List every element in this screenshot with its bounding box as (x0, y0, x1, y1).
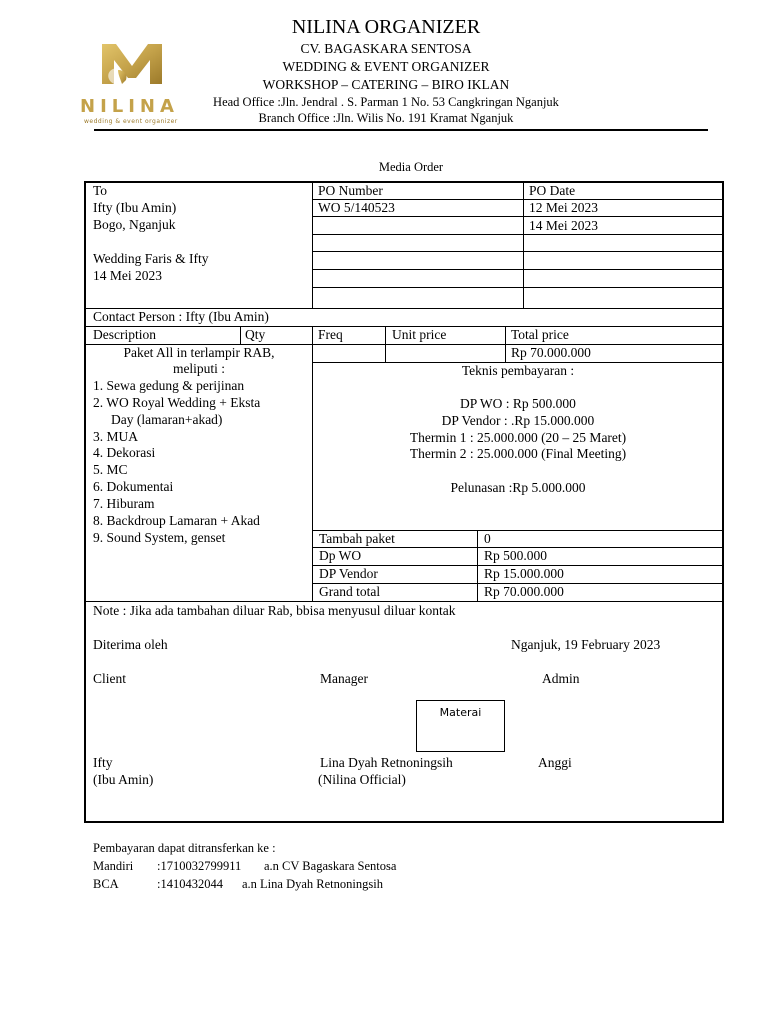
total-price-value: Rp 70.000.000 (511, 345, 591, 360)
list-item: 3. MUA (93, 429, 139, 444)
stamp-label: Materai (439, 706, 482, 719)
payment-termin-1: Thermin 1 : 25.000.000 (20 – 25 Maret) (409, 430, 627, 445)
grid-line (312, 234, 723, 235)
column-freq: Freq (318, 327, 343, 342)
description-intro-2: meliputi : (172, 361, 226, 376)
summary-label: Dp WO (319, 548, 362, 563)
grid-line (240, 326, 241, 344)
po-date-value-2: 14 Mei 2023 (529, 218, 598, 233)
list-item: 9. Sound System, genset (93, 530, 226, 545)
po-date-value: 12 Mei 2023 (529, 200, 598, 215)
list-item: 5. MC (93, 462, 128, 477)
po-date-label: PO Date (529, 183, 576, 198)
head-office-address: Head Office :Jln. Jendral . S. Parman 1 No. 53 Cangkringan Nganjuk (213, 95, 559, 109)
description-intro: Paket All in terlampir RAB, (123, 345, 275, 360)
grid-line (505, 326, 506, 362)
header-divider (94, 129, 708, 131)
po-number-label: PO Number (318, 183, 383, 198)
company-name: NILINA ORGANIZER (291, 16, 481, 38)
grid-line (385, 326, 386, 362)
payment-pelunasan: Pelunasan :Rp 5.000.000 (450, 480, 586, 495)
manager-name: Lina Dyah Retnoningsih (320, 755, 453, 770)
bank-intro: Pembayaran dapat ditransferkan ke : (93, 841, 276, 855)
list-item: 8. Backdroup Lamaran + Akad (93, 513, 260, 528)
payment-title: Teknis pembayaran : (461, 363, 575, 378)
event-date: 14 Mei 2023 (93, 268, 162, 283)
grid-line (312, 287, 723, 288)
grid-line (477, 530, 478, 601)
grid-line (312, 269, 723, 270)
media-order-table (84, 181, 724, 823)
list-item: 4. Dekorasi (93, 445, 156, 460)
to-label: To (93, 183, 108, 198)
logo-text: NILINA (80, 96, 179, 117)
column-total-price: Total price (511, 327, 569, 342)
payment-dp-vendor: DP Vendor : .Rp 15.000.000 (441, 413, 595, 428)
admin-name: Anggi (538, 755, 572, 770)
note-text: Note : Jika ada tambahan diluar Rab, bbisa menyusul diluar kontak (93, 603, 456, 618)
summary-value: Rp 15.000.000 (484, 566, 564, 581)
list-item: Day (lamaran+akad) (111, 412, 223, 427)
grid-line (312, 251, 723, 252)
bank-name: BCA (93, 877, 119, 891)
document-title: Media Order (378, 160, 444, 174)
payment-dp-wo: DP WO : Rp 500.000 (460, 396, 576, 411)
customer-name: Ifty (Ibu Amin) (93, 200, 177, 215)
branch-office-address: Branch Office :Jln. Wilis No. 191 Kramat Nganjuk (258, 111, 514, 125)
client-title: Client (93, 671, 126, 686)
header-line-workshop: WORKSHOP – CATERING – BIRO IKLAN (262, 77, 510, 92)
summary-label: Grand total (319, 584, 381, 599)
grid-line (523, 182, 524, 308)
bank-account-number: :1410432044 (157, 877, 223, 891)
po-number-value: WO 5/140523 (318, 200, 395, 215)
column-description: Description (93, 327, 156, 342)
summary-value: Rp 500.000 (484, 548, 548, 563)
place-date: Nganjuk, 19 February 2023 (511, 637, 661, 652)
grid-line (85, 601, 723, 602)
bank-account-holder: a.n Lina Dyah Retnoningsih (242, 877, 383, 891)
list-item: 1. Sewa gedung & perijinan (93, 378, 245, 393)
logo-tagline: wedding & event organizer (84, 118, 178, 125)
grid-line (312, 182, 313, 308)
list-item: 2. WO Royal Wedding + Eksta (93, 395, 261, 410)
customer-address: Bogo, Nganjuk (93, 217, 176, 232)
bank-account-holder: a.n CV Bagaskara Sentosa (264, 859, 397, 873)
summary-value: 0 (484, 531, 491, 546)
stamp-box (416, 700, 505, 752)
summary-label: DP Vendor (319, 566, 378, 581)
company-logo (76, 40, 188, 130)
manager-title: Manager (320, 671, 368, 686)
legal-name: CV. BAGASKARA SENTOSA (300, 41, 472, 56)
received-by-label: Diterima oleh (93, 637, 168, 652)
list-item: 6. Dokumentai (93, 479, 174, 494)
bank-name: Mandiri (93, 859, 134, 873)
nilina-logo-icon (76, 40, 188, 102)
event-name: Wedding Faris & Ifty (93, 251, 209, 266)
admin-title: Admin (542, 671, 580, 686)
bank-account-number: :1710032799911 (157, 859, 242, 873)
column-qty: Qty (245, 327, 266, 342)
payment-termin-2: Thermin 2 : 25.000.000 (Final Meeting) (409, 446, 627, 461)
grid-line (312, 216, 723, 217)
list-item: 7. Hiburam (93, 496, 155, 511)
manager-name-2: (Nilina Official) (318, 772, 406, 787)
column-unit-price: Unit price (392, 327, 447, 342)
client-name: Ifty (93, 755, 113, 770)
contact-person: Contact Person : Ifty (Ibu Amin) (93, 309, 269, 324)
client-name-2: (Ibu Amin) (93, 772, 154, 787)
summary-label: Tambah paket (319, 531, 395, 546)
summary-value: Rp 70.000.000 (484, 584, 564, 599)
header-line-services: WEDDING & EVENT ORGANIZER (282, 59, 490, 74)
